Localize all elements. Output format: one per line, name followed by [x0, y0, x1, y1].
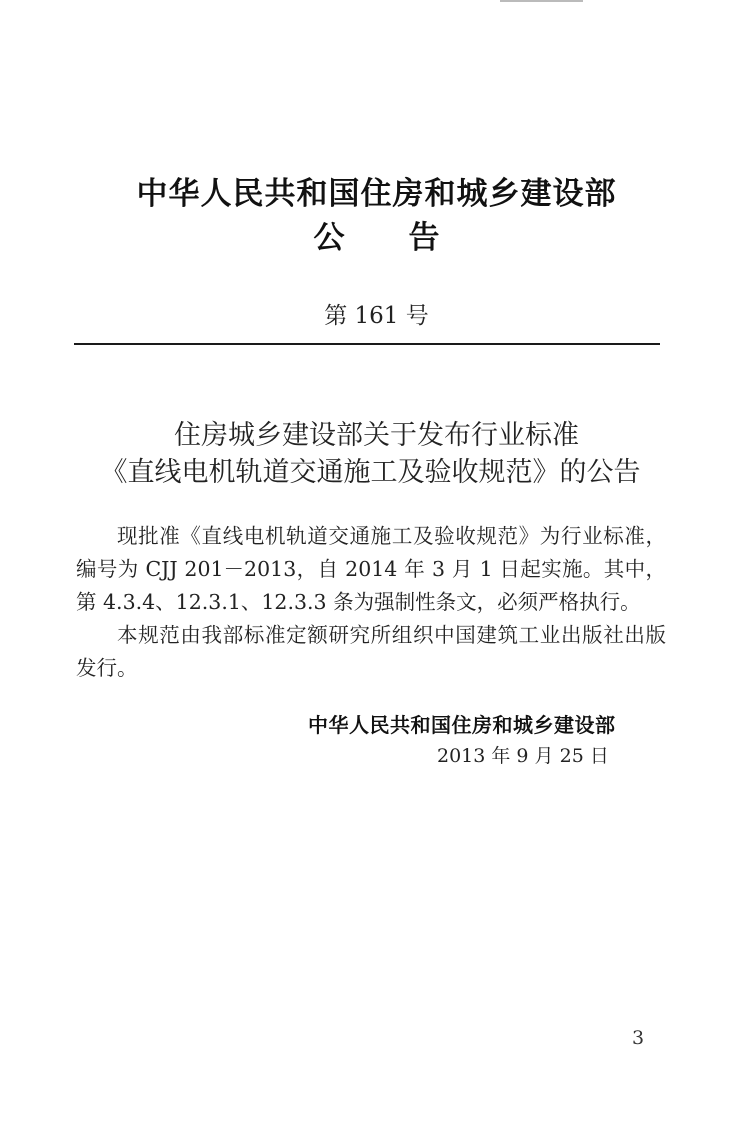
- scan-artifact: [500, 0, 583, 2]
- notice-title: [0, 212, 753, 257]
- notice-title-char-1: 公: [313, 220, 345, 256]
- page-number: 3: [632, 1027, 645, 1049]
- paragraph-text: 本规范由我部标准定额研究所组织中国建筑工业出版社出版发行。: [76, 623, 666, 680]
- heading-line-2: 《直线电机轨道交通施工及验收规范》的公告: [100, 457, 641, 488]
- issue-date: 2013 年 9 月 25 日: [437, 745, 609, 767]
- announcement-number: 第 161 号: [324, 303, 429, 329]
- heading-line-1: 住房城乡建设部关于发布行业标准: [174, 420, 579, 451]
- paragraph-text: 现批准《直线电机轨道交通施工及验收规范》为行业标准，编号为 CJJ 201－2013，自 2014 年 3 月 1 日起实施。其中，第 4.3.4、12.3.1、12.3.3 条为强制性条文，必须严格执行。: [76, 524, 666, 614]
- ministry-title: 中华人民共和国住房和城乡建设部: [136, 176, 617, 212]
- body-paragraph-2: [76, 619, 666, 685]
- horizontal-rule: [74, 343, 660, 345]
- signature-issuer: 中华人民共和国住房和城乡建设部: [308, 713, 616, 737]
- body-paragraph-1: [76, 520, 666, 619]
- notice-title-char-2: 告: [408, 220, 440, 256]
